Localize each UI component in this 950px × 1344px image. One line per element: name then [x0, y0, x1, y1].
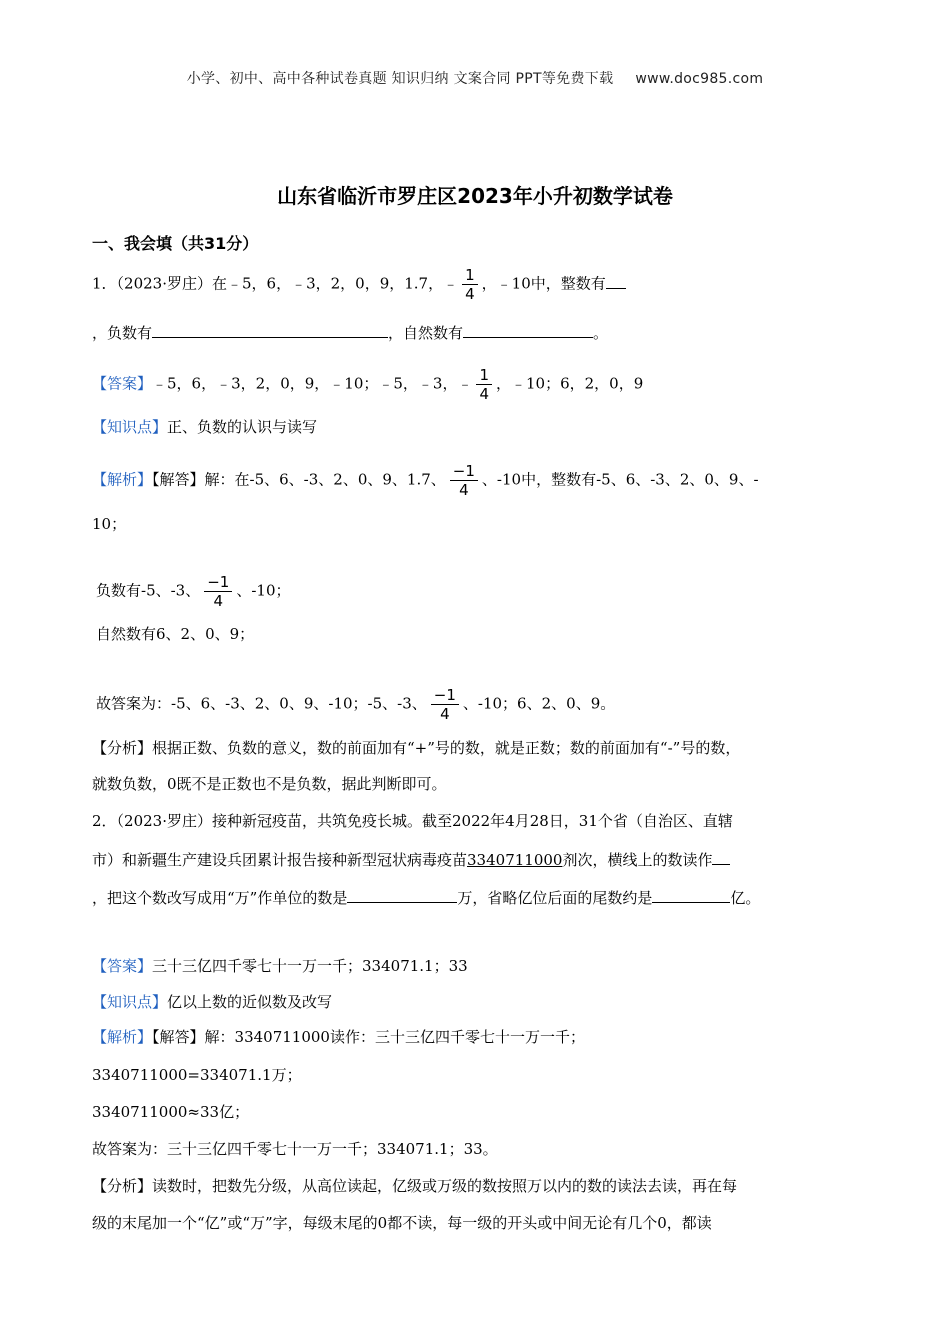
knowledge-tag: 【知识点】: [92, 993, 168, 1011]
answer-tag: 【答案】: [92, 957, 153, 975]
q1-stem-line1: 1．（2023·罗庄）在﹣5，6，﹣3，2，0，9，1.7，﹣ $\frac{1}{4}$ ，﹣10中，整数有: [92, 266, 626, 303]
q2-analysis-line1: 【分析】读数时，把数先分级，从高位读起，亿级或万级的数按照万以内的数的读法去读，再在每: [92, 1177, 738, 1195]
underlined-number: 3340711000: [467, 851, 563, 869]
q2-stem-line3: ，把这个数改写成用“万”作单位的数是 万，省略亿位后面的尾数约是 亿。: [92, 886, 760, 908]
q1-answer: 【答案】﹣5，6，﹣3，2，0，9，﹣10；﹣5，﹣3，﹣ $\frac{1}{4}$ ，﹣10；6，2，0，9: [92, 366, 644, 403]
explain-tag: 【解析】: [92, 1028, 153, 1046]
q1-analysis-line1: 【分析】根据正数、负数的意义，数的前面加有“+”号的数，就是正数；数的前面加有“-”号的数，: [92, 739, 741, 757]
blank-wan-unit[interactable]: [347, 886, 457, 903]
q2-explain-line1: 【解析】【解答】解：3340711000读作：三十三亿四千零七十一万一千；: [92, 1028, 585, 1046]
fraction-neg-one-quarter: $\frac{-1}{4}$: [431, 686, 459, 723]
fraction-neg-one-quarter: $\frac{-1}{4}$: [450, 462, 478, 499]
q1-stem-line2: ，负数有 ，自然数有 。: [92, 321, 608, 343]
q1-knowledge: 【知识点】正、负数的认识与读写: [92, 418, 318, 436]
q1-explain-line1: 【解析】【解答】解：在-5、6、-3、2、0、9、1.7、 $\frac{-1}{4}$ 、-10中，整数有-5、6、-3、2、0、9、-: [92, 462, 759, 499]
blank-negatives[interactable]: [152, 321, 388, 338]
answer-tag: 【答案】: [92, 374, 153, 393]
blank-reading[interactable]: [712, 848, 730, 865]
q2-explain-line2: 3340711000=334071.1万；: [92, 1066, 302, 1084]
q2-answer: 【答案】三十三亿四千零七十一万一千；334071.1；33: [92, 957, 468, 975]
q1-negatives: 负数有-5、-3、 $\frac{-1}{4}$ 、-10；: [96, 573, 291, 610]
q2-explain-line3: 3340711000≈33亿；: [92, 1103, 250, 1121]
q1-explain-line2: 10；: [92, 515, 127, 533]
header-text: 小学、初中、高中各种试卷真题 知识归纳 文案合同 PPT等免费下载: [186, 71, 614, 87]
q1-analysis-line2: 就数负数，0既不是正数也不是负数，据此判断即可。: [92, 775, 447, 793]
blank-yi-approx[interactable]: [652, 886, 730, 903]
page-header: [0, 68, 950, 88]
q2-knowledge: 【知识点】亿以上数的近似数及改写: [92, 993, 333, 1011]
section-heading: 一、我会填（共31分）: [92, 234, 259, 253]
q2-analysis-line2: 级的末尾加一个“亿”或“万”字，每级末尾的0都不读，每一级的开头或中间无论有几个0，都读: [92, 1214, 712, 1232]
knowledge-tag: 【知识点】: [92, 418, 168, 436]
q2-stem-line1: 2．（2023·罗庄）接种新冠疫苗，共筑免疫长城。截至2022年4月28日，31个省（自治区、直辖: [92, 812, 733, 830]
header-site-link[interactable]: www.doc985.com: [635, 71, 764, 87]
fraction-neg-one-quarter: $\frac{-1}{4}$: [204, 573, 232, 610]
q1-naturals: 自然数有6、2、0、9；: [96, 625, 255, 643]
blank-integers[interactable]: [606, 272, 626, 289]
fraction-one-quarter: $\frac{1}{4}$: [462, 266, 478, 303]
q2-stem-line2: 市）和新疆生产建设兵团累计报告接种新型冠状病毒疫苗3340711000剂次，横线上的数读作: [92, 848, 730, 870]
q1-final: 故答案为：-5、6、-3、2、0、9、-10；-5、-3、 $\frac{-1}{4}$ 、-10；6、2、0、9。: [96, 686, 616, 723]
fraction-one-quarter: $\frac{1}{4}$: [476, 366, 492, 403]
q2-final: 故答案为：三十三亿四千零七十一万一千；334071.1；33。: [92, 1140, 498, 1158]
exam-title: 山东省临沂市罗庄区2023年小升初数学试卷: [277, 184, 673, 208]
explain-tag: 【解析】: [92, 470, 153, 489]
blank-naturals[interactable]: [463, 321, 593, 338]
